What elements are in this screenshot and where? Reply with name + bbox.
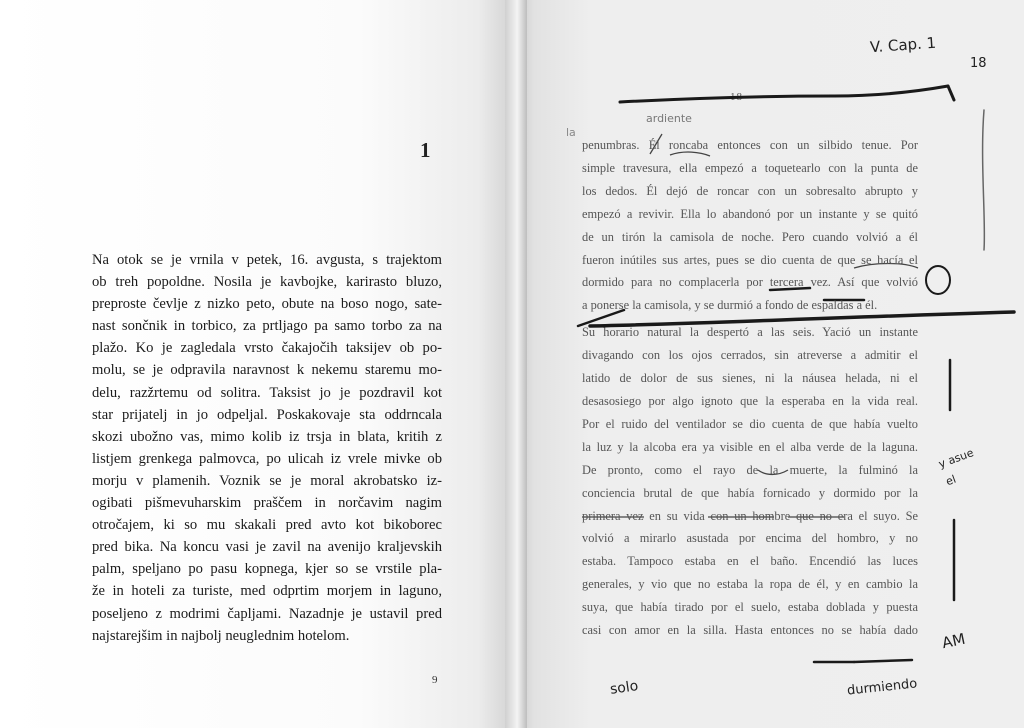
manuscript-line: latido de dolor de sus sienes, ni la náusea helada, ni el — [582, 371, 918, 386]
manuscript-line: penumbras. Él roncaba entonces con un silbido tenue. Por — [582, 138, 918, 152]
strike-mark — [854, 660, 912, 662]
text-line: Na otok se je vrnila v petek, 16. avgusta, s trajektom — [92, 252, 442, 268]
manuscript-line: casi con amor en la silla. Hasta entonces no se había dado — [582, 623, 918, 638]
text-line: poseljeno z modrimi čapljami. Nazadnje je ustavil pred — [92, 605, 442, 622]
manuscript-line: De pronto, como el rayo de la muerte, la fulminó la — [582, 462, 918, 477]
strike-mark — [620, 86, 948, 102]
text-line: molu, se je odpravila naravnost k nekemu staremu mo- — [92, 362, 442, 379]
manuscript-line: simple travesura, ella empezó a toquetearlo con la punta de — [582, 160, 918, 175]
manuscript-line: divagando con los ojos cerrados, sin atreverse a admitir el — [582, 348, 918, 363]
manuscript-line: suya, que había tirado por el suelo, estaba doblada y puesta — [582, 600, 918, 615]
text-line: palm, speljano po pasu kopnega, kjer so se vrstile pla- — [92, 561, 442, 578]
text-line: delu, razžrtemu od solitra. Taksist jo je pozdravil kot — [92, 384, 442, 401]
text-line: skozi ubožno vas, mimo kolib iz trsja in blata, kritih z — [92, 428, 442, 445]
text-line: ogibati pišmevuharskim praščem in norčavim nagim — [92, 495, 442, 512]
text-line: plažo. Ko je zagledala vrsto čakajočih taksijev ob po- — [92, 340, 442, 357]
manuscript-page-number: 18 — [730, 91, 743, 103]
handwritten-insertion: la — [566, 126, 576, 139]
manuscript-line: Por el ruido del ventilador se dio cuenta de que había vuelto — [582, 416, 918, 431]
chapter-number: 1 — [420, 138, 431, 162]
text-line: pred bika. Na koncu vasi je zavil na avenijo kraljevskih — [92, 539, 442, 556]
manuscript-line: la luz y la alcoba era ya visible en el alba verde de la laguna. — [582, 439, 918, 454]
manuscript-line: a ponerse la camisola, y se durmió a fondo de espaldas a él. — [582, 298, 878, 313]
handwritten-margin-note: el — [944, 472, 958, 489]
text-line: star prijatelj in jo odpeljal. Poskakovaje sta oddrncala — [92, 406, 442, 423]
manuscript-line: dormido para no complacerla por tercera vez. Así que volvió — [582, 275, 918, 290]
manuscript-line: Su horario natural la despertó a las seis. Yació un instante — [582, 325, 918, 340]
manuscript-line: conciencia brutal de que había fornicado y dormido por la — [582, 485, 918, 500]
text-line: otročajem, ki so mu skakali pred avto kot bikoborec — [92, 517, 442, 534]
handwritten-correction: durmiendo — [846, 676, 918, 699]
manuscript-line: de un tirón la camisola de noche. Pero cuando volvió a él — [582, 229, 918, 244]
manuscript-line: estaba. Tampoco estaba en el baño. Encendió las luces — [582, 554, 918, 569]
circle-mark — [926, 266, 950, 294]
text-line: listjem grenkega palmovca, po ulicah iz vrele mivke ob — [92, 450, 442, 467]
handwritten-margin-note: y asue — [936, 446, 976, 471]
manuscript-body — [582, 134, 918, 642]
manuscript-line: desasosiego por algo ignoto que la esperaba en la vida real. — [582, 393, 918, 408]
text-line: preproste čevlje z nizko peto, obute na boso nogo, sate- — [92, 296, 442, 313]
handwritten-page-number: 18 — [970, 56, 987, 71]
handwritten-correction: solo — [609, 678, 640, 698]
text-line: najstarejšim in najbolj neuglednim hotelom. — [92, 627, 350, 644]
left-page-body — [92, 249, 442, 647]
manuscript-line: empezó a revivir. Ella lo abandonó por un instante y se quitó — [582, 206, 918, 221]
text-line: ob treh popoldne. Nosila je kavbojke, karirasto bluzo, — [92, 274, 442, 291]
handwritten-chapter-note: V. Cap. 1 — [869, 33, 937, 57]
strike-mark — [948, 86, 954, 100]
text-line: že in hoteli za turiste, med odprtim morjem in laguno, — [92, 583, 442, 600]
manuscript-line: fueron inútiles sus artes, pues se dio cuenta de que se hacía el — [582, 252, 918, 267]
text-line: morju v plamenih. Voznik se je moral akrobatsko iz- — [92, 472, 442, 489]
text-line: nast sončnik in torbico, za prtljago pa samo torbo za na — [92, 318, 442, 335]
right-page-manuscript — [514, 0, 1024, 728]
manuscript-line: volvió a mirarlo asustada por encima del hombro, y no — [582, 531, 918, 546]
manuscript-line: los dedos. Él dejó de roncar con un sobresalto abrupto y — [582, 183, 918, 198]
margin-line — [983, 110, 985, 250]
manuscript-line: primera vez en su vida con un hombre que no era el suyo. Se — [582, 508, 918, 523]
page-number: 9 — [432, 674, 438, 686]
book-gutter — [505, 0, 527, 728]
handwritten-insertion: ardiente — [646, 112, 692, 125]
handwritten-signature: AM — [940, 629, 967, 653]
manuscript-line: generales, y vio que no estaba la ropa de él, y en cambio la — [582, 577, 918, 592]
